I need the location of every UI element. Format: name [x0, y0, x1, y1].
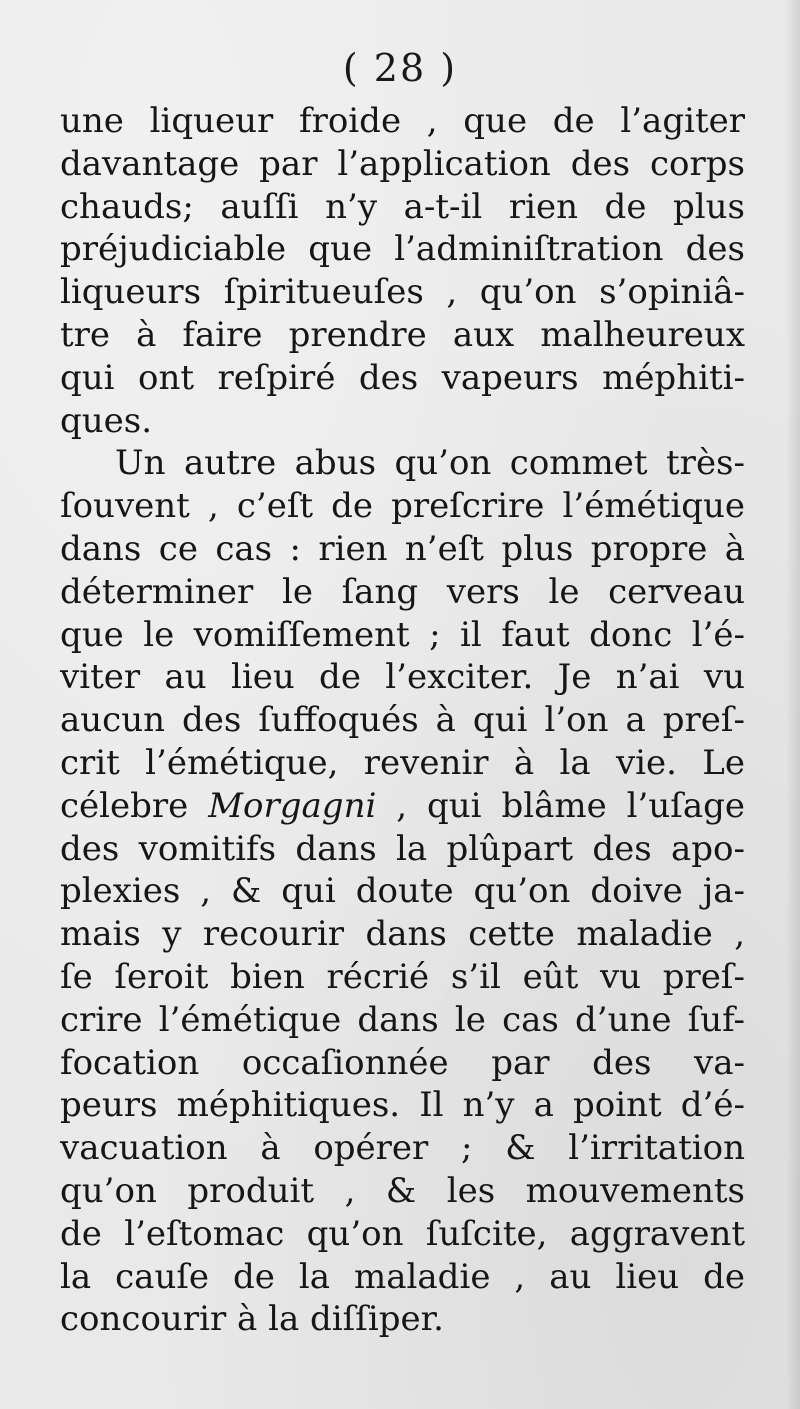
text-line: ſouvent , c’eſt de preſcrire l’émétique [60, 486, 745, 527]
text-line: plexies , & qui doute qu’on doive ja- [60, 871, 745, 912]
text-line: aucun des ſuffoqués à qui l’on a preſ- [60, 700, 745, 741]
text-line: vacuation à opérer ; & l’irritation [60, 1128, 745, 1169]
text-line-with-italic: célebre Morgagni , qui blâme l’uſage [60, 785, 745, 826]
body-text [60, 100, 745, 1341]
text-line: tre à faire prendre aux malheureux [60, 314, 745, 355]
text-line: viter au lieu de l’exciter. Je n’ai vu [60, 657, 745, 698]
page-edge-shadow [786, 0, 800, 1409]
text-line: Un autre abus qu’on commet très- [115, 443, 745, 484]
text-line: qui ont reſpiré des vapeurs méphiti- [60, 357, 745, 398]
text-line: mais y recourir dans cette maladie , [60, 914, 745, 955]
text-line: davantage par l’application des corps [60, 143, 745, 184]
text-line: dans ce cas : rien n’eſt plus propre à [60, 528, 745, 569]
text-line: liqueurs ſpiritueuſes , qu’on s’opiniâ- [60, 272, 745, 313]
text-line: concourir à la diſſiper. [60, 1299, 444, 1340]
page-number: ( 28 ) [342, 46, 458, 90]
text-line: focation occaſionnée par des va- [60, 1042, 745, 1083]
text-line: des vomitifs dans la plûpart des apo- [60, 828, 745, 869]
text-line: peurs méphitiques. Il n’y a point d’é- [60, 1085, 745, 1126]
text-line: qu’on produit , & les mouvements [60, 1170, 745, 1211]
text-line: ſe ſeroit bien récrié s’il eût vu preſ- [60, 956, 745, 997]
text-line: préjudiciable que l’adminiſtration des [60, 229, 745, 270]
text-line: chauds; auſſi n’y a-t-il rien de plus [60, 186, 745, 227]
text-line: la cauſe de la maladie , au lieu de [60, 1256, 745, 1297]
text-line: une liqueur froide , que de l’agiter [60, 101, 745, 141]
text-line: crire l’émétique dans le cas d’une ſuf- [60, 999, 745, 1040]
italic-name: Morgagni [208, 785, 377, 826]
text-line: crit l’émétique, revenir à la vie. Le [60, 742, 745, 783]
text-line: déterminer le ſang vers le cerveau [60, 571, 745, 612]
text-line: de l’eſtomac qu’on ſuſcite, aggravent [60, 1213, 745, 1254]
text-line: que le vomiſſement ; il faut donc l’é- [60, 614, 745, 655]
text-line: ques. [60, 400, 153, 441]
